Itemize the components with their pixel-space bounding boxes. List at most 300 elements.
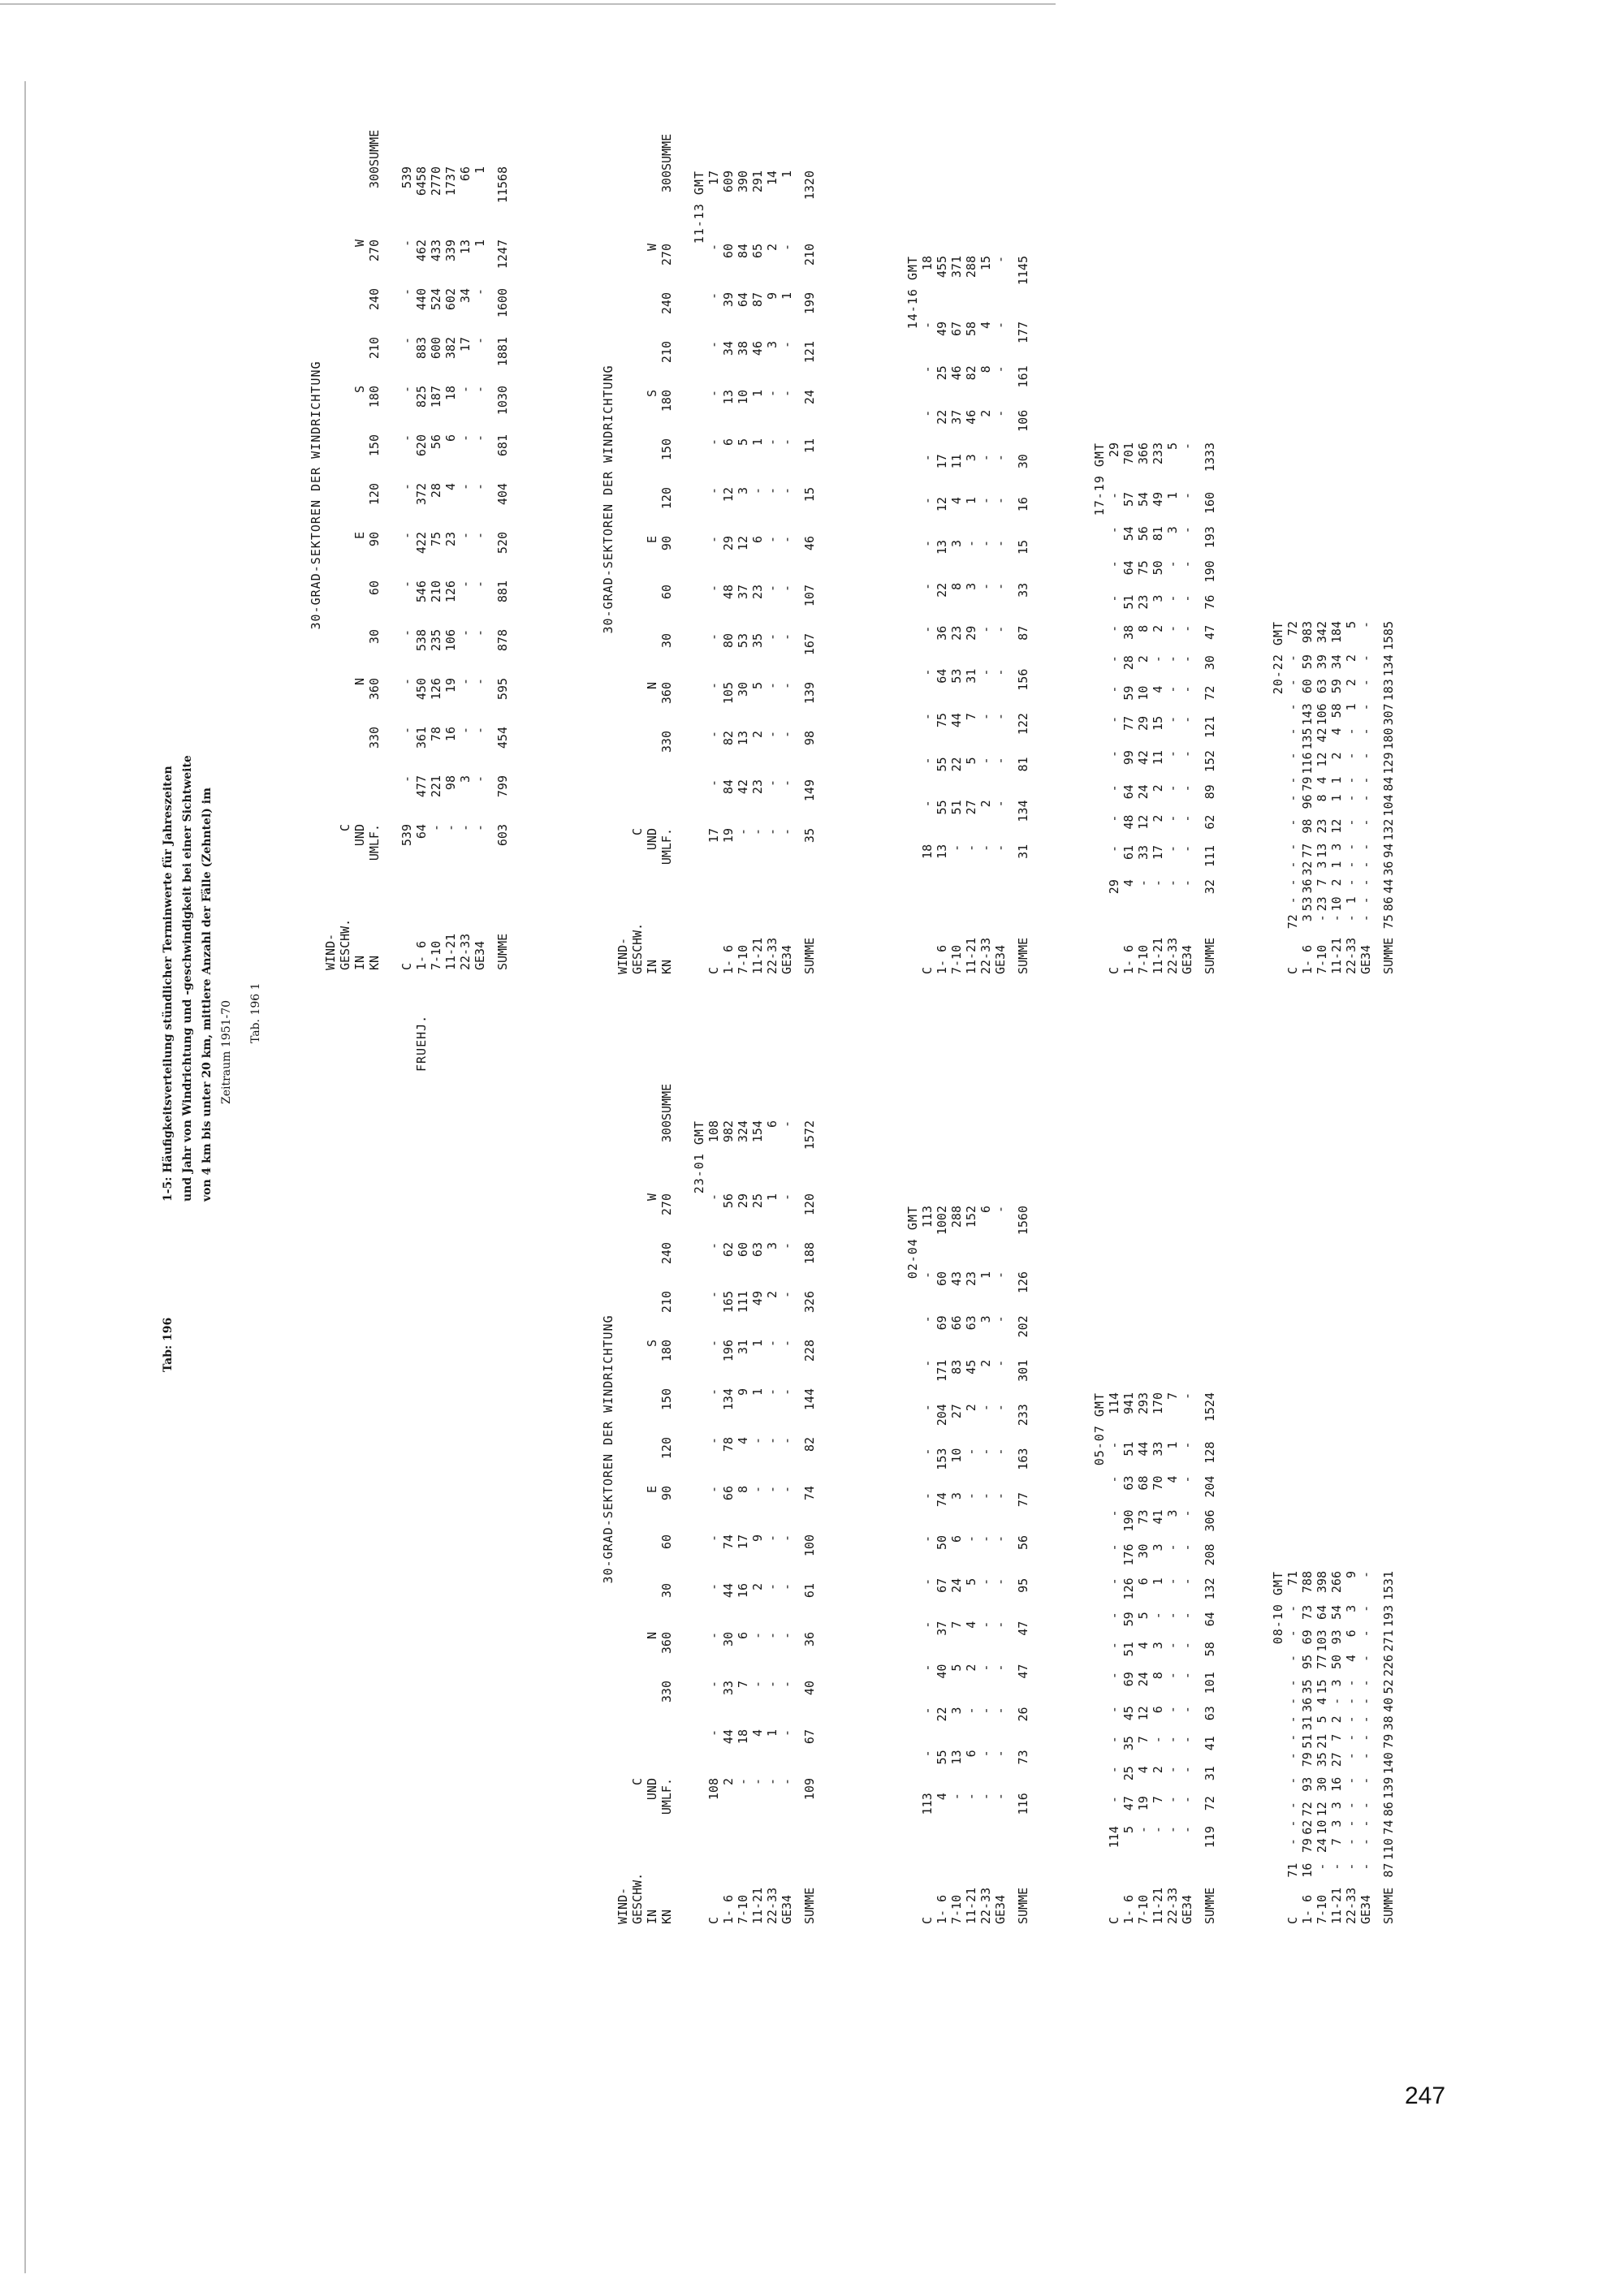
header-cell (338, 434, 352, 483)
value-cell: 3 (1165, 526, 1180, 534)
value-cell: 1585 (1381, 621, 1396, 651)
value-cell: 1002 (935, 1206, 949, 1236)
value-cell: - (1358, 896, 1373, 904)
direction-letter: S (645, 1340, 659, 1348)
value-cell: - (780, 585, 794, 593)
row-label: 7-10 (949, 944, 964, 974)
value-cell: - (993, 497, 1008, 505)
value-cell: 78 (721, 1437, 736, 1452)
value-cell: - (780, 1583, 794, 1591)
value-cell: - (780, 536, 794, 544)
value-cell: - (1358, 861, 1373, 869)
header-cell (630, 341, 645, 390)
value-cell: 69 (1300, 1629, 1315, 1645)
value-cell: 50 (1329, 1654, 1344, 1669)
value-cell: 126 (1016, 1271, 1030, 1294)
direction-letter (645, 170, 659, 244)
value-cell: 48 (721, 585, 736, 600)
value-cell: 183 (1381, 679, 1396, 701)
value-cell: - (780, 390, 794, 398)
value-cell: - (765, 1583, 780, 1591)
value-cell: 87 (750, 292, 765, 308)
direction-letter (352, 288, 367, 337)
header-cell (630, 1534, 645, 1583)
header-cell (338, 166, 352, 240)
value-cell: - (750, 1437, 765, 1445)
c-column-header: UMLF. (659, 828, 674, 865)
value-cell: - (978, 454, 993, 462)
value-cell: 11 (802, 438, 817, 454)
value-cell: - (920, 713, 935, 721)
value-cell: 1560 (1016, 1206, 1030, 1236)
value-cell: 202 (1016, 1315, 1030, 1338)
value-cell: 199 (802, 292, 817, 315)
frequency-table (1271, 621, 1396, 974)
value-cell: 108 (706, 1120, 721, 1143)
value-cell: - (993, 1206, 1008, 1214)
value-cell: 16 (1016, 497, 1030, 512)
value-cell: 5 (1136, 1612, 1151, 1620)
value-cell: - (780, 1681, 794, 1689)
value-cell: 122 (1016, 713, 1030, 736)
row-label: 1- 6 (935, 944, 949, 974)
value-cell: 32 (1203, 879, 1217, 895)
spacer (1092, 879, 1107, 909)
value-cell: - (993, 1271, 1008, 1279)
value-cell: 15 (1151, 715, 1165, 731)
value-cell: - (1285, 752, 1300, 760)
value-cell: 51 (1121, 594, 1136, 610)
value-cell: 74 (1381, 1819, 1396, 1835)
value-cell: 94 (1381, 843, 1396, 858)
value-cell: - (706, 1340, 721, 1348)
value-cell: 2 (765, 1291, 780, 1299)
value-cell: 31 (1016, 844, 1030, 859)
value-cell: 6 (964, 1750, 978, 1758)
value-cell: - (920, 1492, 935, 1500)
row-label: SUMME (802, 1887, 817, 1924)
value-cell: - (765, 585, 780, 593)
value-cell: 64 (935, 668, 949, 684)
value-cell: - (964, 1492, 978, 1500)
season-label: FRUEHJ. (414, 1014, 429, 1072)
value-cell: 82 (802, 1437, 817, 1452)
value-cell: - (473, 727, 487, 735)
header-cell (630, 1340, 645, 1388)
value-cell: - (993, 625, 1008, 633)
value-cell: - (473, 580, 487, 589)
value-cell: 2 (1151, 814, 1165, 822)
value-cell: 34 (458, 288, 473, 304)
value-cell: 5 (736, 438, 750, 447)
value-cell: 184 (1329, 621, 1344, 644)
value-cell: 54 (1121, 526, 1136, 542)
value-cell: - (1180, 442, 1194, 451)
table-row (993, 1206, 1008, 1924)
value-cell: 41 (1151, 1509, 1165, 1525)
value-cell: - (993, 365, 1008, 373)
row-label: 11-21 (750, 1887, 765, 1924)
value-cell: 13 (458, 240, 473, 255)
value-cell: 1 (780, 292, 794, 300)
tab-label: Tab: 196 (162, 1317, 175, 1372)
value-cell: 51 (949, 800, 964, 815)
value-cell: - (706, 1291, 721, 1299)
value-cell: 10 (1329, 896, 1344, 912)
header-cell (630, 1632, 645, 1681)
row-label: 7-10 (736, 944, 750, 974)
value-cell: 55 (935, 800, 949, 815)
value-cell: - (1151, 1826, 1165, 1834)
value-cell: - (964, 1534, 978, 1543)
header-cell (323, 580, 338, 629)
value-cell: 39 (1315, 654, 1329, 670)
value-cell: 12 (1329, 818, 1344, 834)
value-cell: - (1285, 1654, 1300, 1662)
subtable-label: Tab. 196 1 (249, 982, 262, 1043)
value-cell: 46 (964, 409, 978, 425)
value-cell: 2 (1329, 1716, 1344, 1724)
value-cell: 361 (414, 727, 429, 749)
header-cell (615, 779, 630, 828)
header-cell (630, 390, 645, 438)
table-row (1344, 1571, 1358, 1924)
value-cell: 3 (765, 341, 780, 349)
value-cell: 3 (1329, 1802, 1344, 1810)
header-cell (615, 1388, 630, 1437)
value-cell: - (1358, 843, 1373, 851)
table-row (1107, 442, 1121, 974)
value-cell: 22 (935, 1707, 949, 1722)
value-cell: 66 (458, 166, 473, 182)
value-cell: 56 (721, 1193, 736, 1209)
c-column-header (615, 828, 630, 877)
frequency-table (1092, 442, 1217, 974)
value-cell: 4 (949, 497, 964, 505)
direction-letter (645, 1583, 659, 1632)
row-header-label: KN (659, 1909, 674, 1924)
header-row (645, 1084, 659, 1924)
value-cell: 221 (429, 775, 443, 798)
value-cell: - (978, 1793, 993, 1801)
value-cell: 11 (1151, 750, 1165, 766)
row-label: 1- 6 (1300, 1894, 1315, 1924)
table-row (765, 134, 780, 974)
header-cell (615, 1729, 630, 1778)
value-cell: 15 (1016, 539, 1030, 555)
value-cell: - (1344, 1752, 1358, 1760)
value-cell: 47 (1016, 1664, 1030, 1679)
value-cell: 13 (949, 1750, 964, 1765)
value-cell: 6 (1136, 1577, 1151, 1586)
value-cell: 154 (750, 1120, 765, 1143)
row-label: GE34 (1180, 944, 1194, 974)
value-cell: 63 (750, 1242, 765, 1258)
value-cell: 701 (1121, 442, 1136, 465)
table-row (1358, 621, 1373, 974)
direction-letter: N (645, 1632, 659, 1640)
value-cell: - (750, 828, 765, 836)
value-cell: 6458 (414, 166, 429, 196)
value-cell: 382 (443, 337, 458, 360)
value-cell: - (458, 532, 473, 540)
value-cell: - (706, 1242, 721, 1250)
value-cell: - (1180, 1766, 1194, 1774)
value-cell: 171 (935, 1359, 949, 1382)
value-cell: 29 (1136, 715, 1151, 731)
value-cell: - (1358, 703, 1373, 711)
period-row (1271, 621, 1285, 974)
value-cell: - (1358, 1716, 1373, 1724)
table-17-19-gmt (1092, 442, 1217, 974)
value-cell: - (780, 438, 794, 447)
header-cell (630, 134, 645, 170)
row-label: 22-33 (978, 1887, 993, 1924)
value-cell: - (920, 454, 935, 462)
value-cell: - (1358, 1679, 1373, 1687)
value-cell: 7 (1329, 1733, 1344, 1741)
value-cell: 44 (721, 1729, 736, 1745)
value-cell: - (978, 1707, 993, 1715)
value-cell: 69 (935, 1315, 949, 1331)
row-label: 1- 6 (1300, 944, 1315, 974)
value-cell: 106 (1016, 409, 1030, 432)
value-cell: - (1180, 1672, 1194, 1680)
row-label: 11-21 (1151, 1887, 1165, 1924)
value-cell: - (1107, 526, 1121, 534)
direction-letter (645, 779, 659, 828)
value-cell: - (1180, 655, 1194, 663)
value-cell: - (473, 629, 487, 637)
value-cell: 462 (414, 240, 429, 262)
value-cell: 1 (1329, 776, 1344, 784)
value-cell: 1333 (1203, 442, 1217, 473)
value-cell: - (400, 727, 414, 735)
value-cell: - (1165, 655, 1180, 663)
value-cell: - (400, 386, 414, 394)
header-cell (323, 678, 338, 727)
spacer (692, 828, 706, 877)
header-cell (338, 629, 352, 678)
value-cell: 63 (1121, 1475, 1136, 1491)
row-label: 11-21 (964, 937, 978, 974)
value-cell: - (1180, 1543, 1194, 1552)
direction-number: 30 (659, 1583, 674, 1599)
row-label: 22-33 (1165, 937, 1180, 974)
value-cell: 47 (1121, 1796, 1136, 1811)
value-cell: - (1165, 1826, 1180, 1834)
row-label: SUMME (1016, 1887, 1030, 1924)
value-cell: - (706, 633, 721, 641)
table-row (1151, 1392, 1165, 1924)
value-cell: 36 (935, 625, 949, 641)
header-cell (338, 240, 352, 288)
value-cell: - (1285, 679, 1300, 687)
row-header-label: GESCHW. (630, 1872, 645, 1924)
value-cell: - (1358, 776, 1373, 784)
value-cell: 73 (1016, 1750, 1030, 1765)
value-cell: 64 (1203, 1612, 1217, 1627)
direction-letter (645, 1729, 659, 1778)
value-cell: - (473, 824, 487, 832)
value-cell: 196 (721, 1340, 736, 1362)
value-cell: 72 (1300, 1802, 1315, 1817)
table-row (736, 134, 750, 974)
value-cell: 3 (1329, 1679, 1344, 1687)
value-cell: 210 (802, 244, 817, 266)
header-cell (630, 170, 645, 244)
direction-number: 240 (659, 1242, 674, 1265)
c-column-header: UMLF. (367, 824, 382, 861)
spacer (905, 844, 920, 887)
value-cell: 51 (1300, 1733, 1315, 1749)
value-cell: 34 (721, 341, 736, 356)
value-cell: 52 (1381, 1679, 1396, 1694)
value-cell: - (443, 824, 458, 832)
row-header-label: IN (352, 955, 367, 970)
value-cell: - (920, 1621, 935, 1629)
row-header-label: KN (367, 955, 382, 970)
table-row (1285, 621, 1300, 974)
title-line-1: 1-5: Häufigkeitsverteilung stündlicher Terminwerte für Jahreszeiten (162, 766, 175, 1202)
value-cell: 116 (1300, 752, 1315, 775)
value-cell: - (993, 1664, 1008, 1672)
value-cell: 799 (495, 775, 510, 798)
value-cell: 24 (1315, 1838, 1329, 1854)
value-cell: - (1107, 1612, 1121, 1620)
value-cell: 7 (964, 713, 978, 721)
table-row (721, 1084, 736, 1924)
value-cell: - (1165, 1736, 1180, 1744)
value-cell: 75 (429, 532, 443, 547)
table-row (1300, 621, 1315, 974)
value-cell: 2 (1151, 784, 1165, 792)
table-23-01-gmt (601, 1084, 817, 1924)
value-cell: - (1107, 655, 1121, 663)
header-row (323, 130, 338, 970)
value-cell: 100 (802, 1534, 817, 1557)
title-line-3: von 4 km bis unter 20 km, mittlere Anzahl der Fälle (Zehntel) im (201, 788, 214, 1202)
value-cell: 883 (414, 337, 429, 360)
header-cell (323, 775, 338, 824)
direction-letter: N (352, 678, 367, 686)
value-cell: 39 (721, 292, 736, 308)
value-cell: - (964, 1793, 978, 1801)
value-cell: 44 (721, 1583, 736, 1599)
value-cell: - (780, 1729, 794, 1737)
direction-number (659, 1729, 674, 1778)
table-row (794, 1084, 817, 1924)
value-cell: 60 (1300, 679, 1315, 694)
value-cell: 46 (802, 536, 817, 551)
row-label: 7-10 (736, 1894, 750, 1924)
value-cell: - (1358, 1838, 1373, 1846)
value-cell: - (765, 1388, 780, 1396)
row-header-label: WIND- (615, 1887, 630, 1924)
value-cell: - (765, 1681, 780, 1689)
value-cell: 75 (1381, 914, 1396, 930)
table-row (414, 130, 429, 970)
value-cell: - (949, 1793, 964, 1801)
header-cell (323, 727, 338, 775)
value-cell: - (964, 1707, 978, 1715)
value-cell: 79 (1300, 1752, 1315, 1767)
value-cell: 37 (736, 585, 750, 600)
value-cell: 3 (949, 539, 964, 547)
value-cell: 881 (495, 580, 510, 603)
value-cell: - (993, 1793, 1008, 1801)
value-cell: - (920, 757, 935, 765)
value-cell: 6 (721, 438, 736, 447)
value-cell: 152 (1203, 750, 1217, 773)
value-cell: - (920, 1534, 935, 1543)
value-cell: - (1180, 1706, 1194, 1714)
value-cell: 29 (721, 536, 736, 551)
direction-letter (352, 629, 367, 678)
c-column-header: UND (645, 1778, 659, 1801)
value-cell: 64 (1315, 1604, 1329, 1620)
direction-number: 30 (367, 629, 382, 645)
header-banner-row (601, 134, 615, 974)
value-cell: - (1344, 1862, 1358, 1871)
value-cell: 13 (721, 390, 736, 405)
header-cell (630, 438, 645, 487)
value-cell: 53 (736, 633, 750, 649)
table-row (400, 130, 414, 970)
value-cell: 16 (443, 727, 458, 742)
value-cell: 51 (1121, 1642, 1136, 1657)
value-cell: 23 (1315, 818, 1329, 834)
value-cell: - (1165, 560, 1180, 568)
row-header-label: IN (645, 959, 659, 974)
value-cell: 75 (1136, 560, 1151, 576)
c-column-header: C (630, 1778, 645, 1786)
value-cell: 5 (964, 757, 978, 765)
value-cell: 93 (1300, 1776, 1315, 1792)
value-cell: 609 (721, 170, 736, 193)
value-cell: 31 (964, 668, 978, 684)
value-cell: 140 (1381, 1752, 1396, 1775)
c-column-header: UMLF. (659, 1778, 674, 1815)
header-cell (338, 532, 352, 580)
value-cell: 9 (1344, 1571, 1358, 1579)
value-cell: 2770 (429, 166, 443, 196)
value-cell: - (1344, 818, 1358, 826)
value-cell: 165 (721, 1291, 736, 1314)
value-cell: 1881 (495, 337, 510, 367)
value-cell: - (706, 1729, 721, 1737)
table-row (935, 1206, 949, 1924)
direction-number: 360 (367, 678, 382, 701)
value-cell: 132 (1203, 1577, 1217, 1600)
direction-number: 180 (367, 386, 382, 408)
value-cell: - (1165, 1543, 1180, 1552)
header-cell (338, 483, 352, 532)
header-cell (630, 585, 645, 633)
value-cell: - (706, 292, 721, 300)
table-row (1121, 1392, 1136, 1924)
value-cell: - (1107, 1706, 1121, 1714)
value-cell: 36 (802, 1632, 817, 1647)
value-cell: - (993, 1404, 1008, 1412)
direction-letter: E (645, 536, 659, 544)
value-cell: 139 (802, 682, 817, 705)
row-label: SUMME (1203, 1887, 1217, 1924)
value-cell: - (473, 532, 487, 540)
value-cell: 5 (1315, 1716, 1329, 1724)
value-cell: 79 (1300, 776, 1315, 792)
value-cell: 3 (1329, 1819, 1344, 1828)
